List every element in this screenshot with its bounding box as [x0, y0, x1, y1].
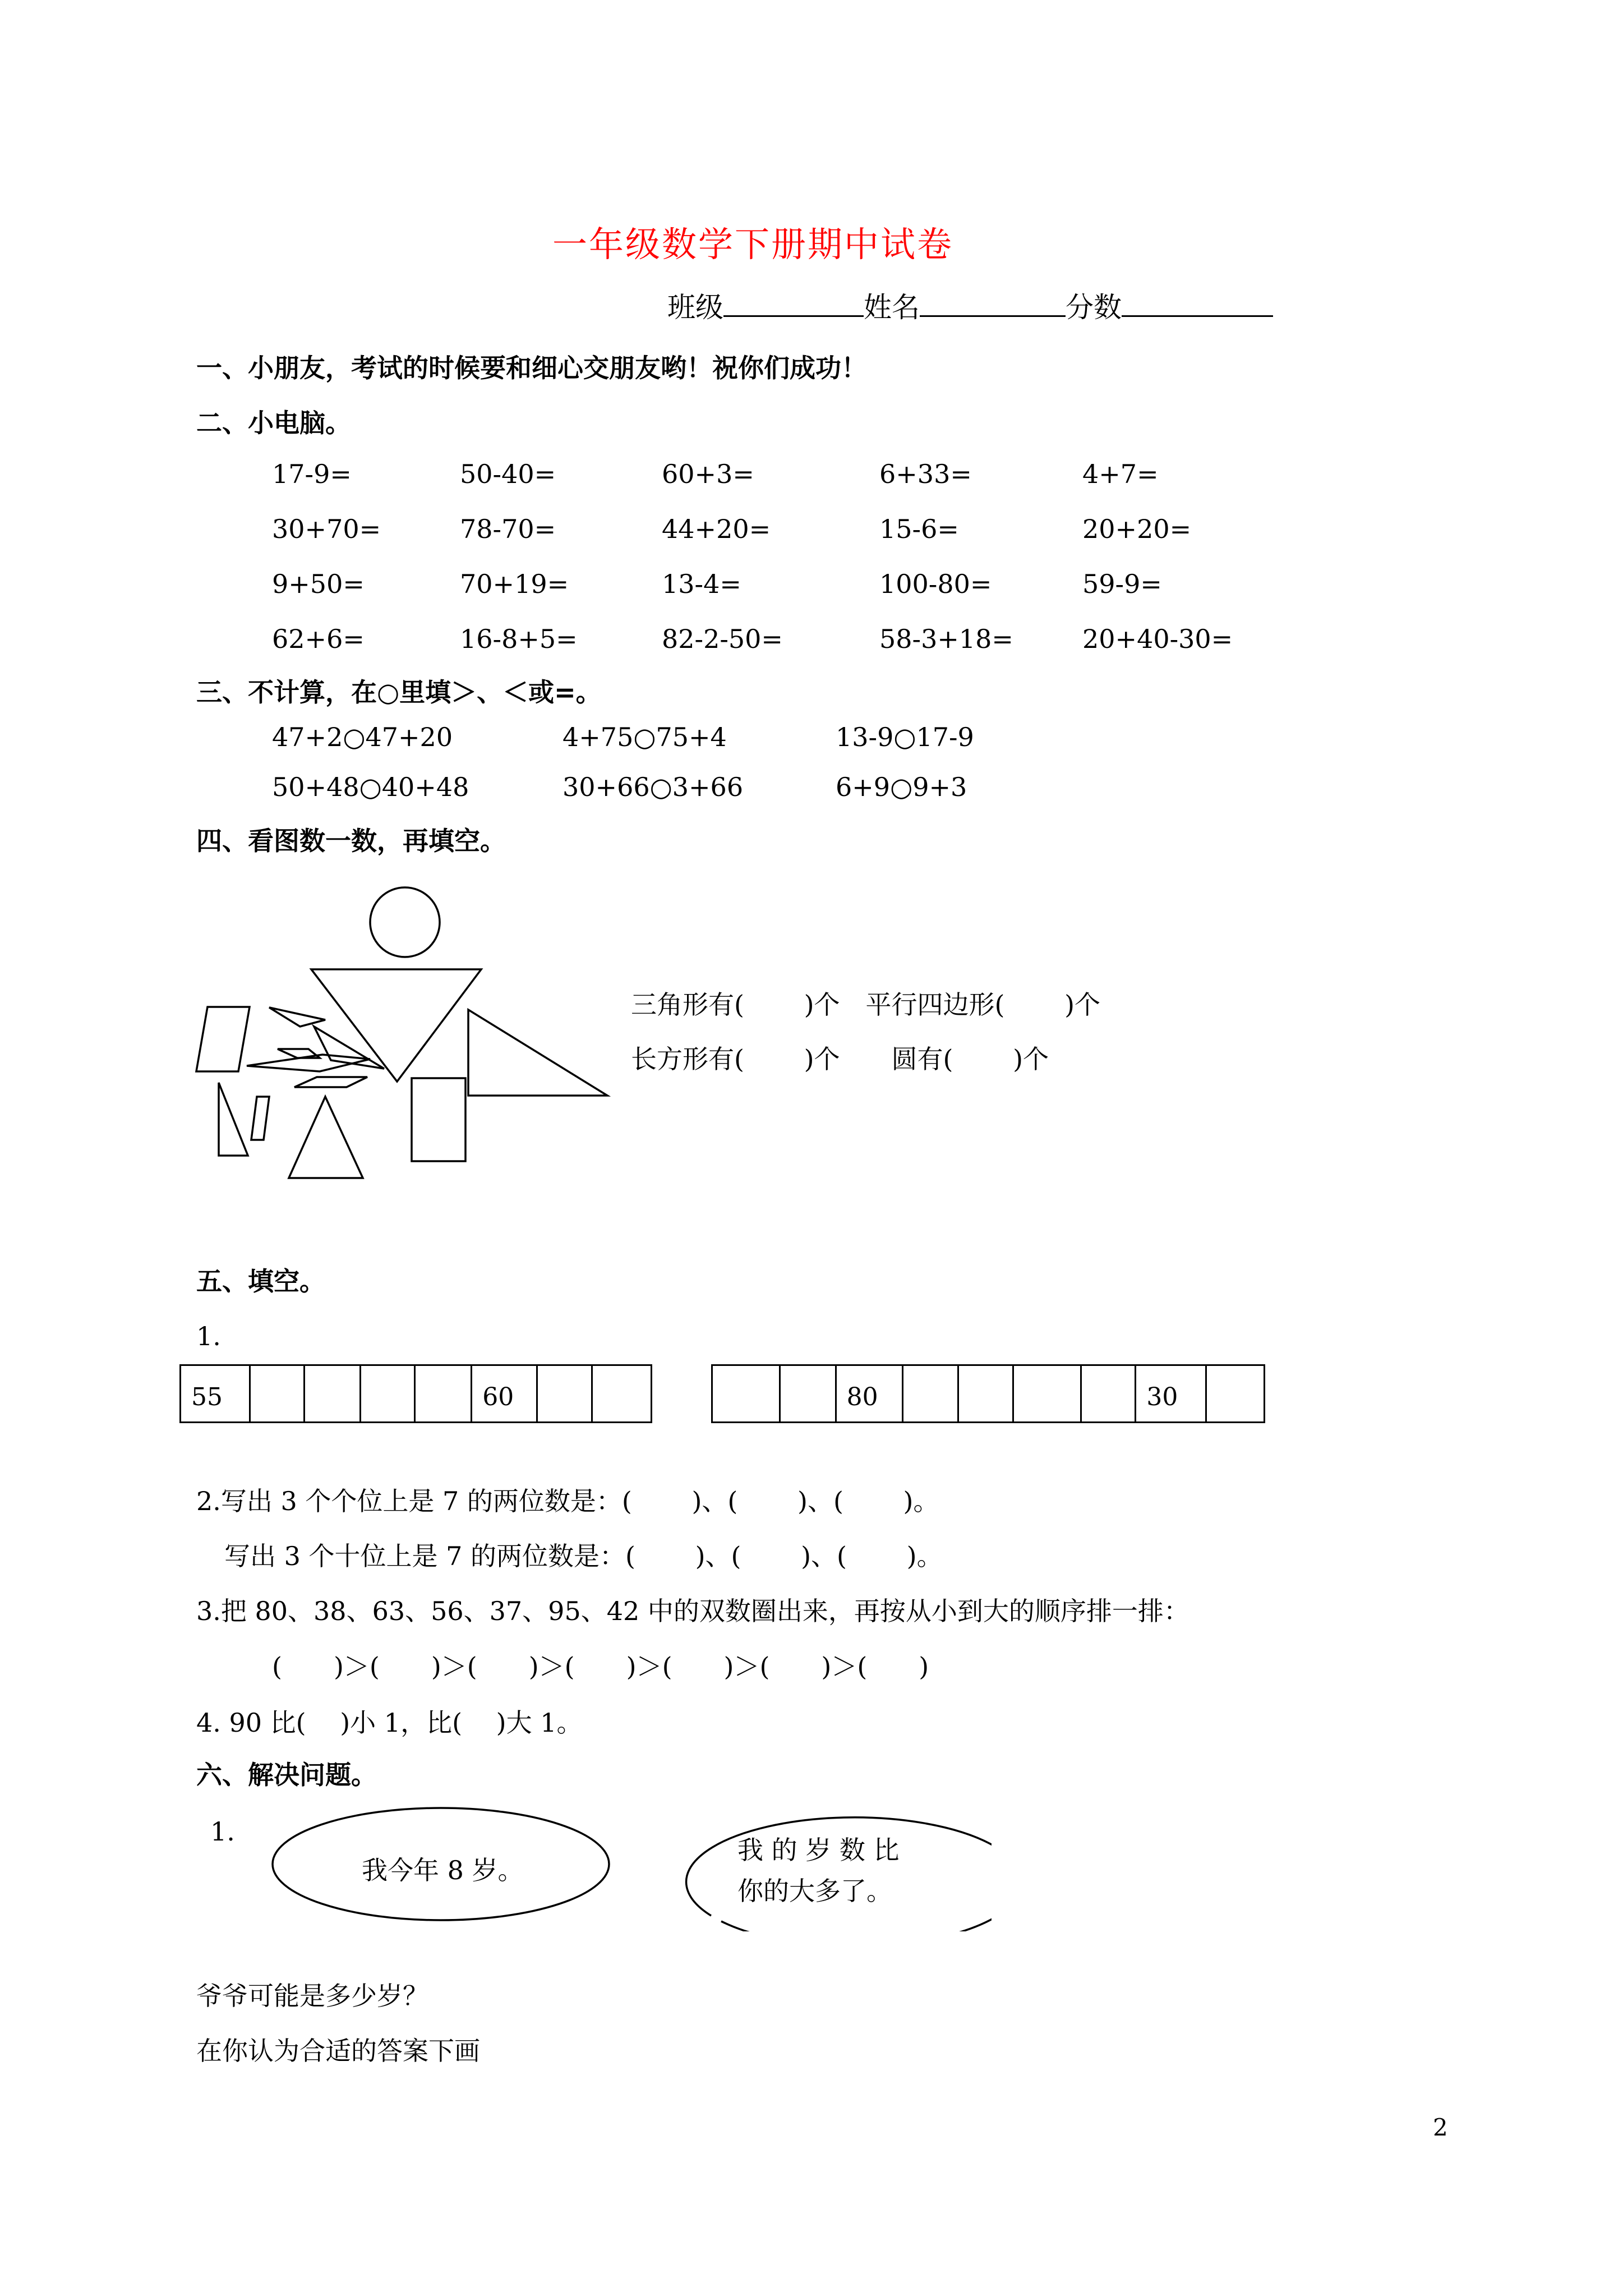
parallelogram-shape	[294, 1077, 367, 1087]
triangle-shape	[289, 1097, 363, 1178]
small-triangle-shape	[219, 1083, 248, 1156]
sequence-cell[interactable]: 60	[472, 1366, 538, 1421]
sequence-cell[interactable]: 30	[1136, 1366, 1206, 1421]
shape-count-line-1: 三角形有( )个 平行四边形( )个	[631, 990, 1101, 1020]
calc-item: 20+20=	[1082, 514, 1192, 544]
bubble-1-text: 我今年 8 岁。	[362, 1855, 524, 1885]
calc-item: 50-40=	[460, 459, 556, 489]
section-1-heading: 一、小朋友，考试的时候要和细心交朋友哟！祝你们成功！	[196, 353, 867, 383]
question-2a: 2.写出 3 个个位上是 7 的两位数是：( )、( )、( )。	[196, 1486, 939, 1516]
score-blank[interactable]	[1122, 291, 1273, 317]
student-info-line	[667, 285, 1273, 325]
compare-item: 6+9○9+3	[836, 772, 967, 802]
question-3-blanks: ( )＞( )＞( )＞( )＞( )＞( )＞( )	[272, 1651, 929, 1682]
calc-item: 100-80=	[879, 569, 992, 599]
compare-item: 30+66○3+66	[562, 772, 744, 802]
calc-item: 13-4=	[662, 569, 741, 599]
bubble-2-text-line-2: 你的大多了。	[737, 1876, 892, 1906]
page-title: 一年级数学下册期中试卷	[552, 224, 954, 265]
calc-item: 30+70=	[272, 514, 381, 544]
calc-item: 44+20=	[662, 514, 771, 544]
number-sequence-left	[179, 1364, 652, 1423]
small-triangle-shape	[269, 1007, 325, 1027]
sequence-cell[interactable]	[305, 1366, 361, 1421]
class-label: 班级	[667, 291, 723, 324]
sequence-cell[interactable]: 55	[181, 1366, 251, 1421]
sequence-cell[interactable]	[593, 1366, 651, 1421]
circle-shape	[370, 887, 440, 957]
section-6-heading: 六、解决问题。	[196, 1760, 377, 1790]
compare-item: 13-9○17-9	[836, 722, 974, 752]
sequence-cell[interactable]	[361, 1366, 416, 1421]
section-4-heading: 四、看图数一数，再填空。	[196, 826, 506, 856]
calc-item: 6+33=	[879, 459, 972, 489]
section-5-heading: 五、填空。	[196, 1266, 325, 1296]
sequence-cell[interactable]	[251, 1366, 305, 1421]
calc-item: 62+6=	[272, 624, 365, 654]
class-blank[interactable]	[723, 291, 864, 317]
page-number: 2	[1433, 2114, 1448, 2141]
sequence-cell[interactable]	[416, 1366, 472, 1421]
question-ask: 爷爷可能是多少岁？	[196, 1981, 428, 2011]
sequence-cell[interactable]	[713, 1366, 781, 1421]
compare-item: 47+2○47+20	[272, 722, 453, 752]
sequence-cell[interactable]	[1014, 1366, 1082, 1421]
sequence-cell[interactable]	[903, 1366, 959, 1421]
number-sequence-right	[711, 1364, 1265, 1423]
sequence-cell[interactable]	[538, 1366, 592, 1421]
calc-item: 4+7=	[1082, 459, 1159, 489]
score-label: 分数	[1066, 291, 1122, 324]
small-triangle-shape	[314, 1027, 384, 1069]
compare-item: 50+48○40+48	[272, 772, 469, 802]
shape-count-line-2: 长方形有( )个 圆有( )个	[631, 1044, 1049, 1074]
parallelogram-shape	[251, 1097, 269, 1140]
calc-item: 60+3=	[662, 459, 754, 489]
name-label: 姓名	[864, 291, 920, 324]
sequence-cell[interactable]	[959, 1366, 1013, 1421]
rectangle-shape	[412, 1078, 465, 1161]
calc-item: 9+50=	[272, 569, 365, 599]
calc-item: 16-8+5=	[460, 624, 578, 654]
question-4: 4. 90 比( )小 1，比( )大 1。	[196, 1708, 583, 1738]
calc-item: 17-9=	[272, 459, 352, 489]
sequence-cell[interactable]: 80	[837, 1366, 903, 1421]
sequence-cell[interactable]	[1082, 1366, 1136, 1421]
question-instruction: 在你认为合适的答案下画	[196, 2036, 480, 2066]
question-3: 3.把 80、38、63、56、37、95、42 中的双数圈出来，再按从小到大的顺序排一排：	[196, 1596, 1189, 1626]
calc-item: 82-2-50=	[662, 624, 783, 654]
right-triangle-shape	[468, 1010, 607, 1096]
question-label: 1.	[210, 1816, 235, 1847]
sequence-cell[interactable]	[1207, 1366, 1264, 1421]
bubble-2-text-line-1: 我 的 岁 数 比	[737, 1835, 900, 1865]
section-2-heading: 二、小电脑。	[196, 408, 351, 438]
calc-item: 78-70=	[460, 514, 556, 544]
calc-item: 15-6=	[879, 514, 959, 544]
shapes-figure	[185, 881, 628, 1195]
calc-item: 59-9=	[1082, 569, 1162, 599]
name-blank[interactable]	[920, 291, 1066, 317]
large-triangle-shape	[311, 969, 481, 1082]
compare-item: 4+75○75+4	[562, 722, 727, 752]
sequence-cell[interactable]	[781, 1366, 836, 1421]
question-2b: 写出 3 个十位上是 7 的两位数是：( )、( )、( )。	[224, 1541, 943, 1571]
calc-item: 20+40-30=	[1082, 624, 1233, 654]
calc-item: 58-3+18=	[879, 624, 1013, 654]
calc-item: 70+19=	[460, 569, 569, 599]
question-label: 1.	[196, 1321, 221, 1351]
parallelogram-shape	[196, 1007, 250, 1071]
section-3-heading: 三、不计算，在○里填＞、＜或=。	[196, 677, 602, 707]
